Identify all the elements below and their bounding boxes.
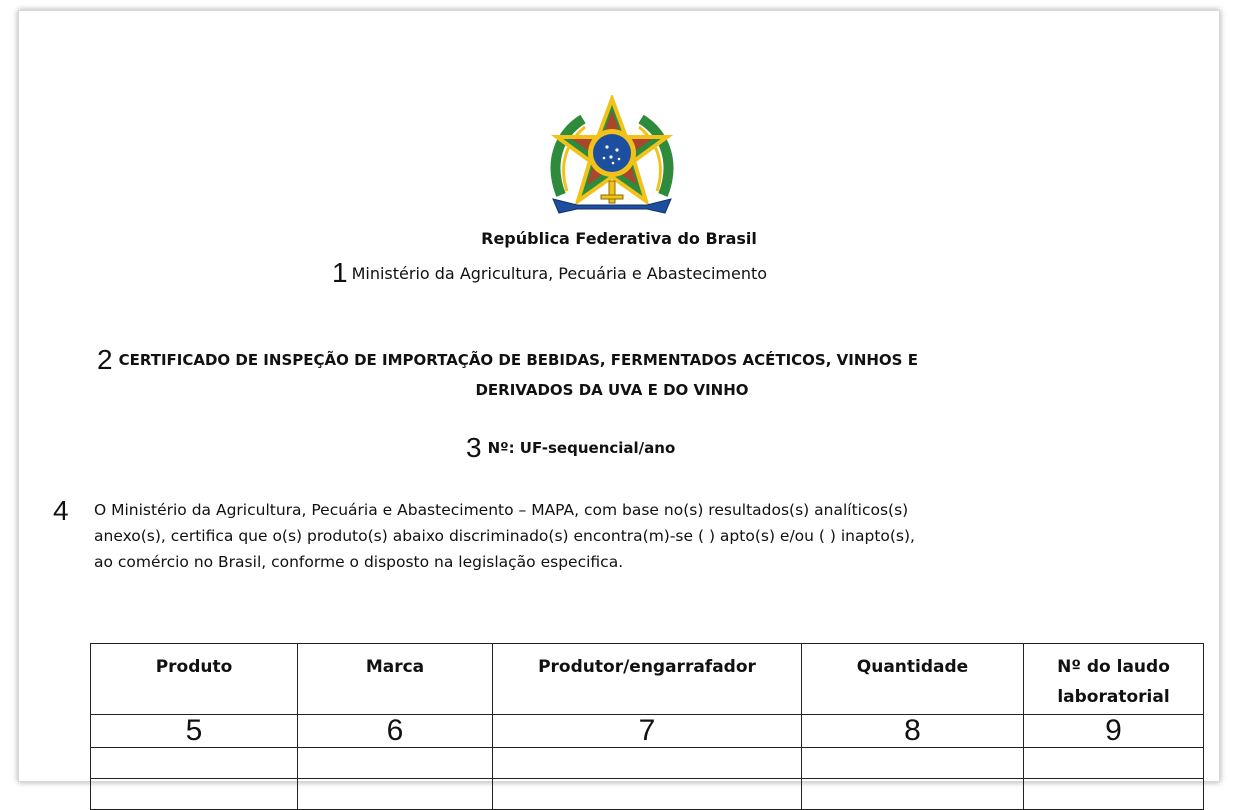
marker-9: 9 — [1024, 715, 1204, 748]
marker-7: 7 — [493, 715, 802, 748]
table-cell[interactable] — [298, 779, 493, 810]
products-table — [90, 643, 1204, 810]
table-cell[interactable] — [1024, 779, 1204, 810]
certificate-number: Nº: UF-sequencial/ano — [487, 439, 676, 457]
table-row — [91, 748, 1204, 779]
marker-1: 1 — [332, 257, 348, 288]
table-cell[interactable] — [802, 748, 1024, 779]
ministry-name: Ministério da Agricultura, Pecuária e Abastecimento — [351, 264, 768, 283]
ministry-line — [332, 257, 767, 289]
table-cell[interactable] — [493, 779, 802, 810]
column-header-quantidade: Quantidade — [802, 644, 1024, 715]
document-page — [18, 10, 1220, 782]
marker-2: 2 — [97, 344, 113, 375]
certificate-title: CERTIFICADO DE INSPEÇÃO DE IMPORTAÇÃO DE BEBIDAS, FERMENTADOS ACÉTICOS, VINHOS E — [118, 351, 918, 369]
certificate-number-line — [466, 432, 675, 464]
table-row — [91, 779, 1204, 810]
table-cell[interactable] — [91, 748, 298, 779]
marker-8: 8 — [802, 715, 1024, 748]
column-header-produto: Produto — [91, 644, 298, 715]
statement-line: O Ministério da Agricultura, Pecuária e Abastecimento – MAPA, com base no(s) resultados(s) analíticos(s) — [94, 501, 909, 519]
marker-4: 4 — [53, 495, 69, 526]
table-cell[interactable] — [802, 779, 1024, 810]
table-header-row — [91, 644, 1204, 715]
column-header-marca: Marca — [298, 644, 493, 715]
table-cell[interactable] — [298, 748, 493, 779]
statement-paragraph — [94, 497, 1174, 575]
statement-line: ao comércio no Brasil, conforme o disposto na legislação especifica. — [94, 553, 624, 571]
marker-5: 5 — [91, 715, 298, 748]
table-cell[interactable] — [1024, 748, 1204, 779]
brazil-coat-of-arms-icon — [547, 95, 677, 223]
republic-title: República Federativa do Brasil — [481, 229, 757, 248]
table-cell[interactable] — [493, 748, 802, 779]
column-header-laudo: Nº do laudo laboratorial — [1024, 644, 1204, 715]
marker-3: 3 — [466, 432, 482, 463]
statement-line: anexo(s), certifica que o(s) produto(s) abaixo discriminado(s) encontra(m)-se ( ) apto(s) e/ou ( ) inapto(s), — [94, 527, 915, 545]
certificate-title-continuation: DERIVADOS DA UVA E DO VINHO — [475, 381, 749, 399]
table-marker-row — [91, 715, 1204, 748]
marker-6: 6 — [298, 715, 493, 748]
column-header-produtor: Produtor/engarrafador — [493, 644, 802, 715]
table-cell[interactable] — [91, 779, 298, 810]
certificate-title-line — [97, 344, 918, 376]
